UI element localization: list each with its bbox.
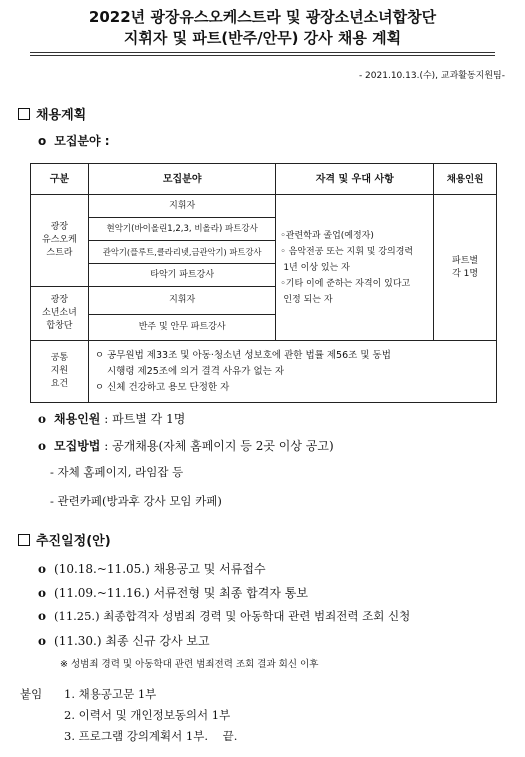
schedule-note: ※ 성범죄 경력 및 아동학대 관련 범죄전력 조회 결과 회신 이후 [60,659,319,670]
checkbox-icon [18,534,30,546]
document-title-line1: 2022년 광장유스오케스트라 및 광장소년소녀합창단 [88,8,437,26]
method-line: o 모집방법 : 공개채용(자체 홈페이지 등 2곳 이상 공고) [38,439,334,453]
attachment-item: 1. 채용공고문 1부 [64,687,157,701]
table-header-headcount: 채용인원 [434,164,497,195]
table-header-category: 구분 [31,164,89,195]
recruitment-table [30,163,497,403]
common-requirements: ㅇ 공무원법 제33조 및 아동·청소년 성보호에 관한 법률 제56조 및 동법 시행령 제25조에 의거 결격 사유가 없는 자 ㅇ 신체 건강하고 용모 단정한 자 [88,341,496,403]
method-sub-item: - 관련카페(방과후 강사 모임 카페) [50,494,222,508]
role-cell: 타악기 파트강사 [88,264,276,287]
schedule-item: o (11.09.~11.16.) 서류전형 및 최종 합격자 통보 [38,586,308,600]
qualification-cell: ◦관련학과 졸업(예정자) ◦ 음악전공 또는 지휘 및 강의경력 1년 이상 있는 자 ◦기타 이에 준하는 자격이 있다고 인정 되는 자 [276,195,434,341]
schedule-item: o (11.30.) 최종 신규 강사 보고 [38,634,210,648]
section-heading-recruitment: 채용계획 [18,104,86,123]
org-youth-orchestra: 광장 유스오케 스트라 [31,195,89,287]
role-cell: 지휘자 [88,195,276,218]
schedule-item: o (10.18.~11.05.) 채용공고 및 서류접수 [38,562,266,576]
role-cell: 관악기(플루트,클라리넷,금관악기) 파트강사 [88,241,276,264]
attachments-label: 붙임 [20,687,43,701]
headcount-line: o 채용인원 : 파트별 각 1명 [38,412,186,426]
role-cell: 현악기(바이올린1,2,3, 비올라) 파트강사 [88,218,276,241]
schedule-item: o (11.25.) 최종합격자 성범죄 경력 및 아동학대 관련 범죄전력 조회 신청 [38,609,411,623]
title-rule-top [30,52,495,53]
method-sub-item: - 자체 홈페이지, 라임잡 등 [50,465,184,479]
table-header-field: 모집분야 [88,164,276,195]
attachment-item: 2. 이력서 및 개인정보동의서 1부 [64,708,231,722]
field-label: o 모집분야 : [38,134,110,148]
section-heading-schedule: 추진일정(안) [18,530,111,549]
checkbox-icon [18,108,30,120]
role-cell: 지휘자 [88,287,276,315]
document-title-line2: 지휘자 및 파트(반주/안무) 강사 채용 계획 [123,29,402,47]
title-rule-bottom [30,55,495,56]
org-children-choir: 광장 소년소녀 합창단 [31,287,89,341]
common-requirements-label: 공통 지원 요건 [31,341,89,403]
headcount-cell: 파트별 각 1명 [434,195,497,341]
role-cell: 반주 및 안무 파트강사 [88,315,276,341]
attachment-item: 3. 프로그램 강의계획서 1부. 끝. [64,729,238,743]
table-header-qualification: 자격 및 우대 사항 [276,164,434,195]
document-date: - 2021.10.13.(수), 교과활동지원팀- [358,71,505,81]
